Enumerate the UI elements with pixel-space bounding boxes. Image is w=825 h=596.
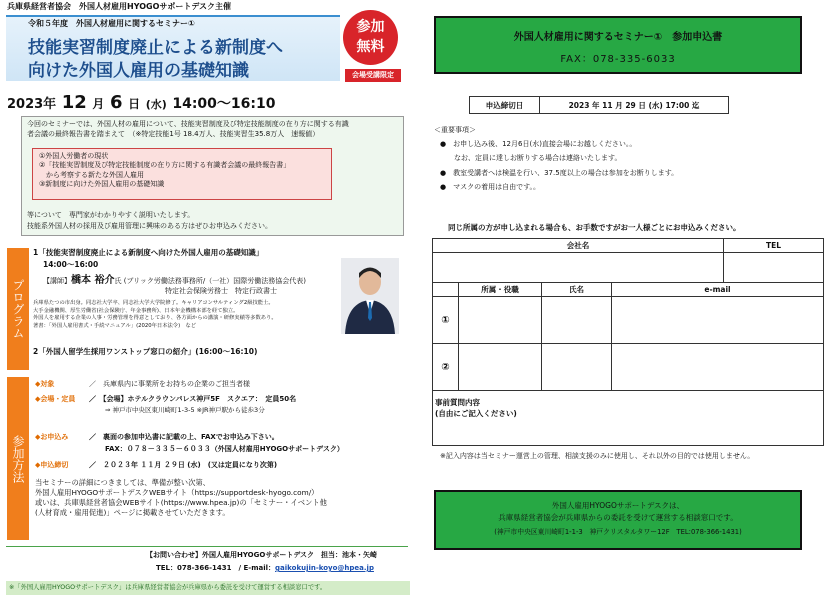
application-table <box>432 238 824 446</box>
form-header <box>434 16 802 74</box>
notes-list <box>440 140 810 193</box>
date-month: 12 <box>61 92 87 113</box>
bio <box>33 300 343 331</box>
target-text: ／ 兵庫県内に事業所をお持ちの企業のご担当者様 <box>89 380 250 388</box>
venue-line <box>35 395 296 404</box>
apply-label: ◆お申込み <box>35 433 69 441</box>
bio-line: 外国人を雇用する企業の人事・労務管理を得意としており、各方面からの講演・研修実績等多数あり。 <box>33 315 277 322</box>
program-item2: 2「外国人留学生採用ワンストップ窓口の紹介」(16:00～16:10) <box>33 347 258 356</box>
form-fax: FAX：078-335-6033 <box>560 54 676 65</box>
deadline-value: 2023 年 11 月 29 日 (水) 17:00 迄 <box>540 97 729 114</box>
free-badge <box>343 10 398 65</box>
col-email: e-mail <box>612 283 824 297</box>
info-line2: 兵庫県経営者協会が兵庫県からの委託を受けて運営する相談窓口です。 <box>498 513 738 523</box>
lecturer-suffix: 氏 (ブリック労働法務事務所/（一社）国際労働法務協会代表) <box>114 277 306 285</box>
col-dept: 所属・役職 <box>459 283 542 297</box>
contact-line1: 【お問い合わせ】外国人雇用HYOGOサポートデスク 担当：池本・矢崎 <box>146 551 378 559</box>
contact-line2 <box>156 564 374 573</box>
questions-label: 事前質問内容 <box>435 398 480 407</box>
info-box <box>434 490 802 550</box>
points-box <box>32 148 332 200</box>
details-block <box>35 478 400 517</box>
date-line <box>7 92 275 113</box>
contact-email[interactable]: gaikokujin-koyo@hpea.jp <box>275 564 374 572</box>
row2-email-input[interactable] <box>612 344 824 391</box>
apply-fax: FAX：０７８－３３５－６０３３（外国人材雇用HYOGOサポートデスク） <box>105 445 344 453</box>
program-section <box>33 248 405 370</box>
details-line: (人材育成・雇用促進)」ページに掲載させていただきます。 <box>35 507 230 517</box>
closing-line2: 技能系外国人材の採用及び雇用管理に興味のある方はぜひお申込みください。 <box>27 222 272 230</box>
method-section <box>33 377 405 540</box>
note-item: ● マスクの着用は自由です。。 <box>440 183 541 192</box>
title-line1: 技能実習制度廃止による新制度へ <box>28 38 283 58</box>
apply-line <box>35 433 279 442</box>
date-day: 6 <box>110 92 123 113</box>
venue-text: ／ 【会場】ホテルクラウンパレス神戸5F スクエア： 定員50名 <box>89 395 297 403</box>
seminar-label: 令和５年度 外国人材雇用に関するセミナー① <box>28 19 195 28</box>
intro-box <box>21 116 404 236</box>
details-line: 或いは、兵庫県経営者協会WEBサイト(https://www.hpea.jp)の「セミナー・イベント他 <box>35 497 327 507</box>
deadline-table <box>469 96 729 114</box>
bio-line: 兵庫県たつの市出身。同志社大学卒、同志社大学大学院修了。キャリアコンサルティング2級技能士。 <box>33 300 274 306</box>
left-page <box>0 0 412 596</box>
contact-box <box>6 546 408 580</box>
title-band <box>6 15 340 81</box>
point-2: ②「技能実習制度及び特定技能制度の在り方に関する有識者会議の最終報告書」 <box>39 161 291 170</box>
row1-dept-input[interactable] <box>459 297 542 344</box>
form-title: 外国人材雇用に関するセミナー① 参加申込書 <box>513 32 723 43</box>
same-company-note: 同じ所属の方が申し込まれる場合も、お手数ですがお一人様ごとにお申込みください。 <box>448 223 741 232</box>
row2-dept-input[interactable] <box>459 344 542 391</box>
col-company: 会社名 <box>433 239 724 253</box>
info-line1: 外国人雇用HYOGOサポートデスクは、 <box>551 501 685 510</box>
company-input[interactable] <box>433 253 724 283</box>
footnote: ※「外国人雇用HYOGOサポートデスク」は兵庫県経営者協会が兵庫県から委託を受けて運営する相談窓口です。 <box>6 581 410 595</box>
lecturer-line <box>43 274 306 288</box>
info-line3: (神戸市中央区東川崎町1-1-3 神戸クリスタルタワー12F TEL:078-366-1431) <box>494 528 742 537</box>
row-header-blank <box>433 283 459 297</box>
venue-only-tag: 会場受講限定 <box>345 69 401 82</box>
details-line: 外国人雇用HYOGOサポートデスクWEBサイト（https://supportdesk-hyogo.com/） <box>35 487 319 497</box>
point-2-cont: から考察する新たな外国人雇用 <box>39 170 144 179</box>
col-tel: TEL <box>724 239 824 253</box>
method-label: 参加方法 <box>7 377 29 540</box>
date-time: 14:00～16:10 <box>172 96 276 112</box>
row1-name-input[interactable] <box>542 297 612 344</box>
details-line: 当セミナーの詳細につきましては、準備が整い次第、 <box>35 478 210 487</box>
deadline-label: ◆申込締切 <box>35 461 69 469</box>
venue-access: ⇒ 神戸市中央区東川崎町1-3-5 ※JR神戸駅から徒歩3分 <box>105 406 265 414</box>
organizers: 兵庫県経営者協会 外国人材雇用HYOGOサポートデスク主催 <box>7 2 232 11</box>
badge-line2: 無料 <box>356 39 385 55</box>
tel-input[interactable] <box>724 253 824 283</box>
date-day-unit: 日 <box>128 97 141 111</box>
target-line <box>35 380 250 389</box>
notes-heading: ＜重要事項＞ <box>434 126 476 134</box>
target-label: ◆対象 <box>35 380 55 388</box>
apply-text: ／ 裏面の参加申込書に記載の上、FAXでお申込み下さい。 <box>89 433 279 441</box>
date-month-unit: 月 <box>92 97 105 111</box>
row2-label: ② <box>433 344 459 391</box>
col-name: 氏名 <box>542 283 612 297</box>
bio-line: 著書：「外国人雇用書式・手続マニュアル」(2020年日本法令) など <box>33 323 197 330</box>
closing-line1: 等について 専門家がわかりやすく説明いたします。 <box>27 211 195 219</box>
point-1: ①外国人労働者の現状 <box>39 152 109 160</box>
lecturer-name: 橋本 裕介 <box>71 275 115 286</box>
privacy-note: ※記入内容は当セミナー運営上の管理、相談支援のみに使用し、それ以外の目的では使用しません。 <box>440 452 755 460</box>
note-item: ● お申し込み後、12月6日(水)直接会場にお越しください。。 <box>440 140 637 148</box>
badge-line1: 参加 <box>356 19 385 35</box>
intro-line1: 今回のセミナーでは、外国人材の雇用について、技能実習制度及び特定技能制度の在り方に関する有識 <box>27 120 349 128</box>
program-item1-time: 14:00～16:00 <box>43 260 99 269</box>
lecturer-tag: 【講師】 <box>43 277 71 285</box>
note-item: ● 教室受講者へは検温を行い、37.5度以上の場合は参加をお断りします。 <box>440 168 679 177</box>
bio-line: 大手金融機関、厚生労働省(社会保険庁、年金事務所)、日本年金機構本部を経て独立。 <box>33 307 239 314</box>
lecturer-titles: 特定社会保険労務士 特定行政書士 <box>165 287 277 295</box>
contact-tel: TEL：078-366-1431 / E-mail： <box>156 564 276 572</box>
row2-name-input[interactable] <box>542 344 612 391</box>
venue-label: ◆会場・定員 <box>35 395 76 403</box>
questions-sub: (自由にご記入ください) <box>435 409 517 418</box>
row1-label: ① <box>433 297 459 344</box>
date-weekday: (水) <box>145 98 167 111</box>
right-page <box>412 0 825 596</box>
point-3: ③新制度に向けた外国人雇用の基礎知識 <box>39 180 165 189</box>
lecturer-portrait <box>341 258 399 334</box>
program-label: プログラム <box>7 248 29 370</box>
deadline-line <box>35 461 277 470</box>
program-item1: 1「技能実習制度廃止による新制度へ向けた外国人雇用の基礎知識」 <box>33 248 264 257</box>
deadline-label: 申込締切日 <box>470 97 540 114</box>
deadline-text: ／ ２０２３年 １１月 ２９日 (水) (又は定員になり次第) <box>89 461 278 469</box>
row1-email-input[interactable] <box>612 297 824 344</box>
questions-input[interactable] <box>433 391 824 446</box>
date-prefix: 2023年 <box>7 97 57 112</box>
note-item: なお、定員に達しお断りする場合は連絡いたします。 <box>440 154 622 163</box>
intro-line2: 者会議の最終報告書を踏まえて （※特定技能1号 18.4万人、技能実習生35.8万人 速報値） <box>27 130 320 138</box>
title-line2: 向けた外国人雇用の基礎知識 <box>28 61 249 81</box>
